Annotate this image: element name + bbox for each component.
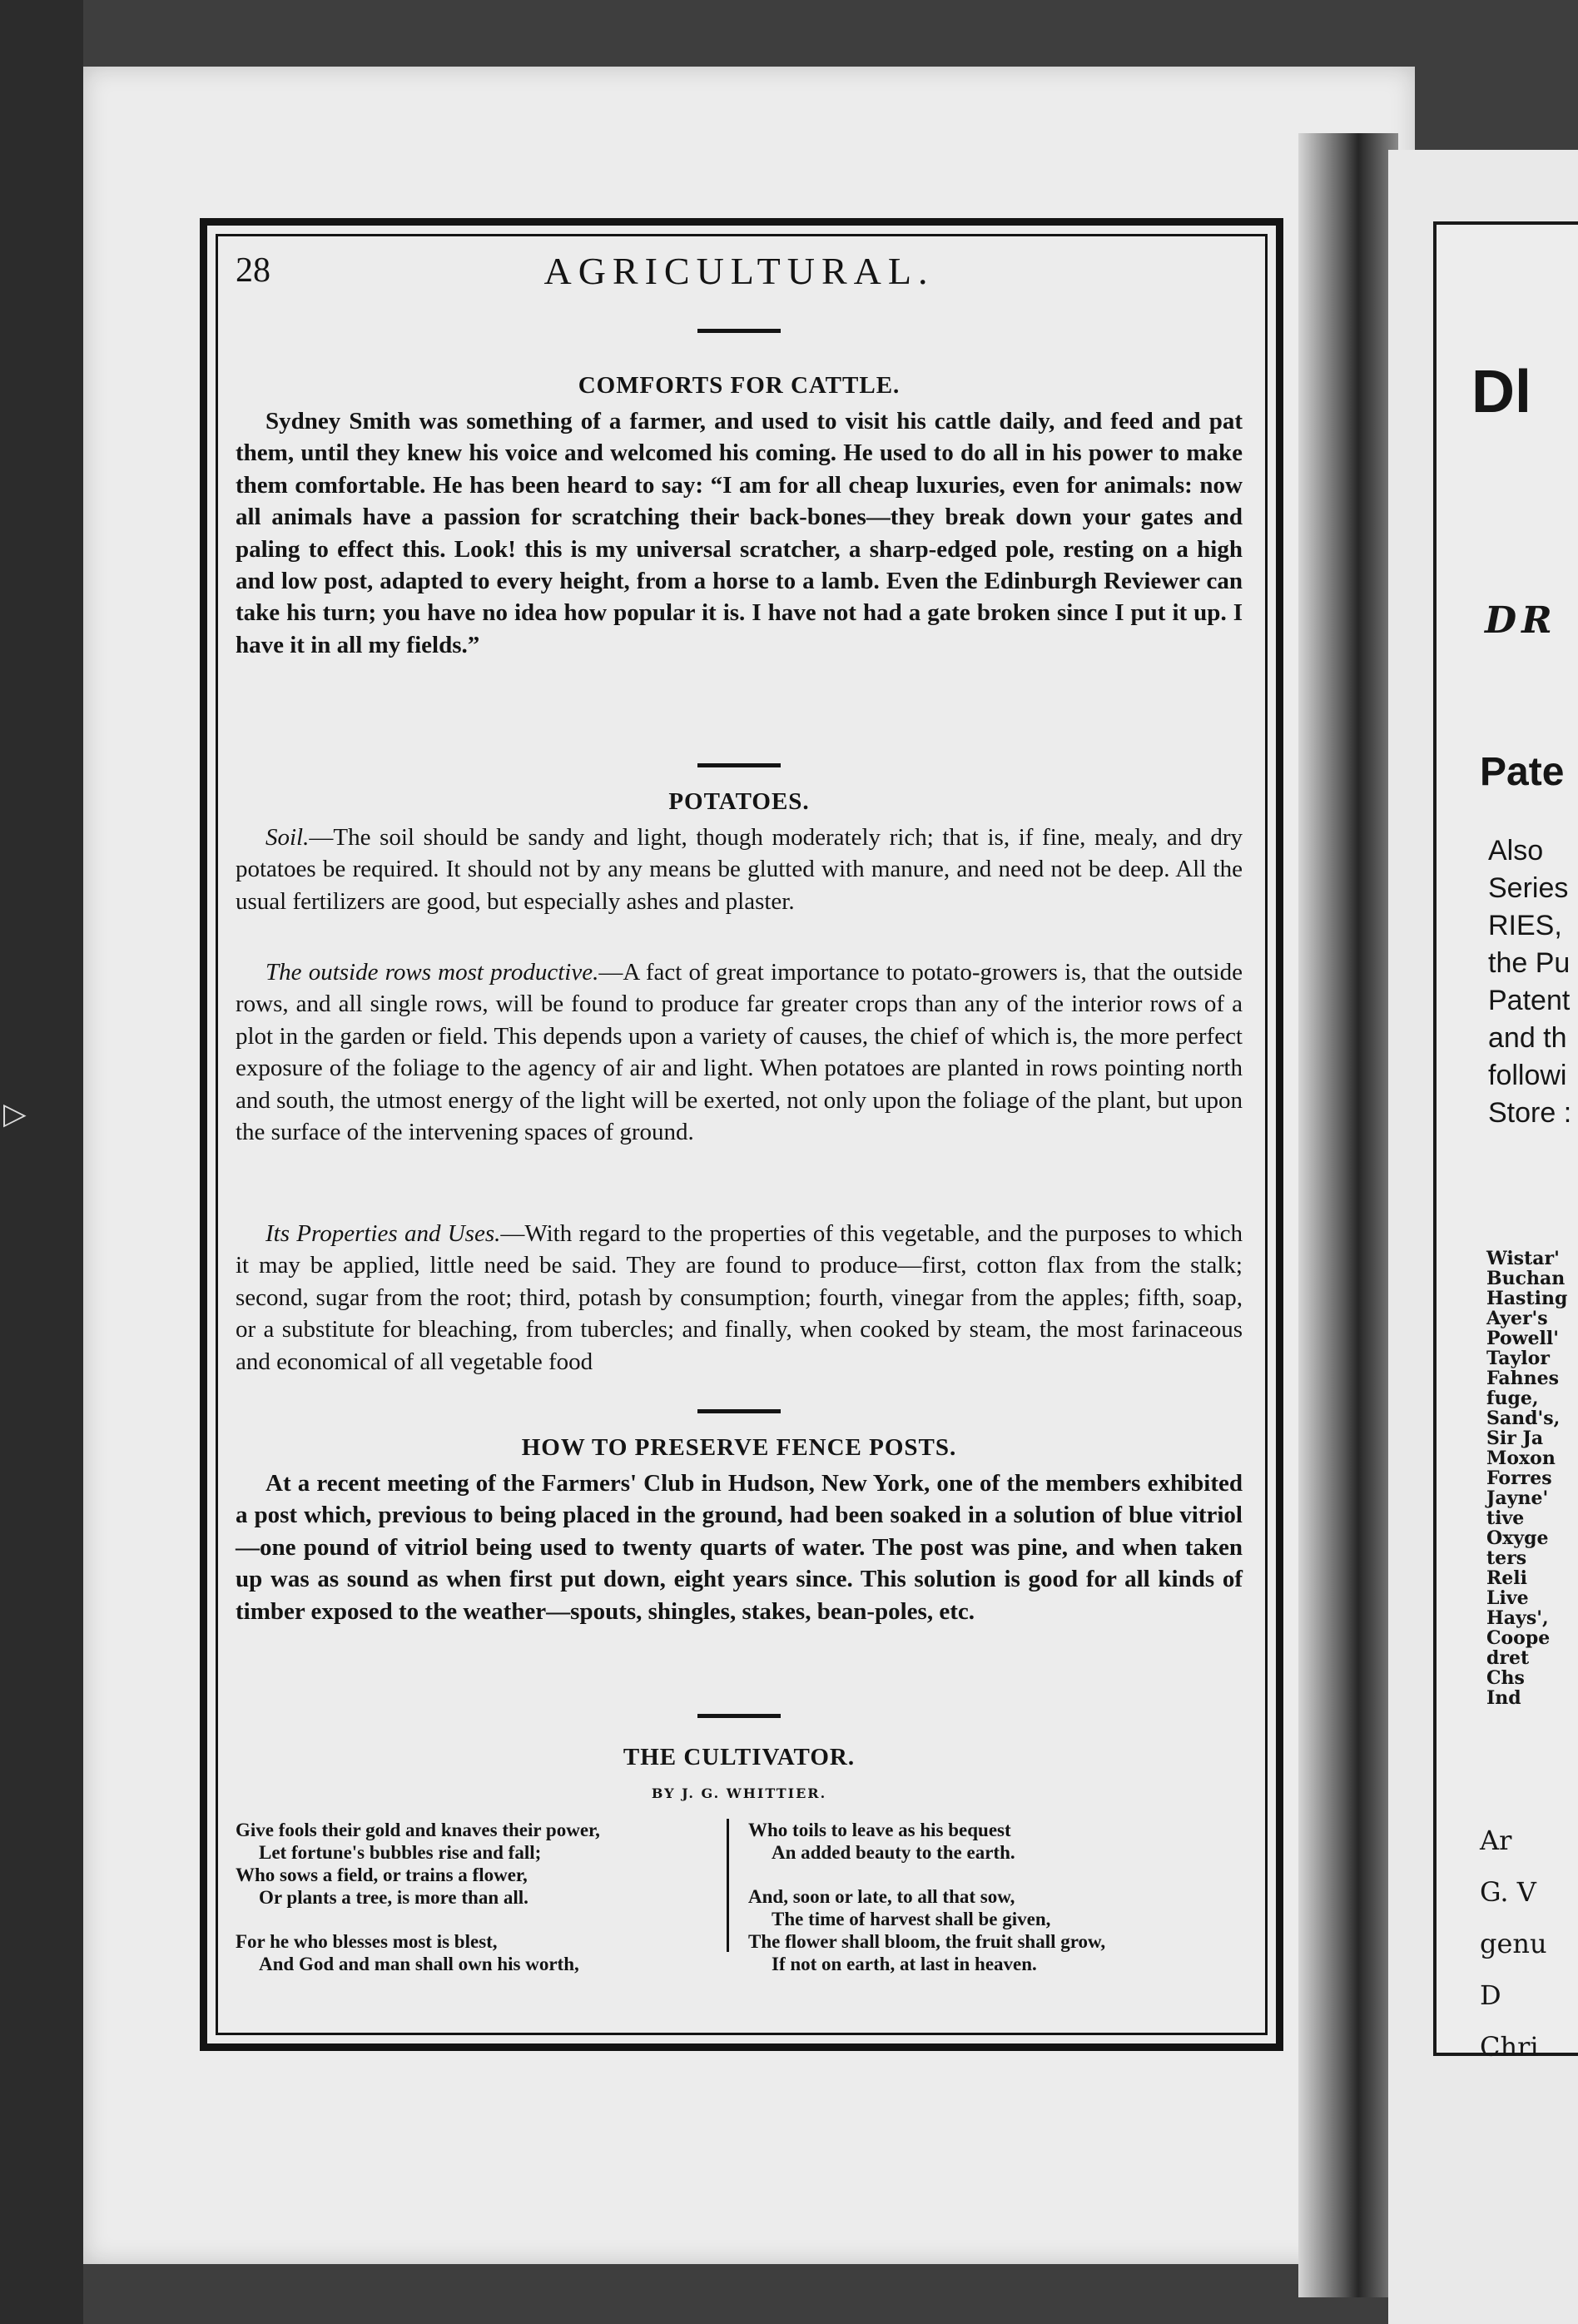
adjacent-list-item: Chs <box>1486 1667 1525 1689</box>
adjacent-list-item: Buchan <box>1486 1268 1566 1289</box>
poem-line: Or plants a tree, is more than all. <box>259 1887 528 1908</box>
adjacent-page-italic: DR <box>1485 599 1557 642</box>
page-number: 28 <box>236 251 270 290</box>
adjacent-list-item: tive <box>1486 1507 1525 1529</box>
adjacent-list-item: Sir Ja <box>1486 1428 1544 1449</box>
heading-fence-posts: HOW TO PRESERVE FENCE POSTS. <box>521 1434 957 1461</box>
poem-line: Who sows a field, or trains a flower, <box>236 1865 528 1885</box>
book-gutter <box>1298 133 1398 2297</box>
adjacent-list-item: Reli <box>1486 1567 1527 1589</box>
poem-line: And God and man shall own his worth, <box>259 1954 579 1974</box>
adjacent-list-item: dret <box>1486 1647 1530 1669</box>
page-border <box>200 218 1283 2051</box>
paragraph-rows <box>236 956 1243 1148</box>
adjacent-list-item: Live <box>1486 1587 1529 1609</box>
adjacent-list-item: Fahnes <box>1486 1368 1560 1389</box>
text-rows: —A fact of great importance to potato-growers is, that the outside rows, and all single rows, will be found to produce far greater crops than any of the interior rows of a plot in the garden or field. This depends upon a variety of causes, the chief of which is, the more perfect exposure of the foliage to the agency of air and light. When potatoes are planted in rows pointing north and south, the utmost energy of the light will be exerted, not only upon the foliage of the plant, but upon the surface of the intervening spaces of ground. <box>236 959 1243 1146</box>
adjacent-page-list <box>1486 1249 1567 1708</box>
byline: BY J. G. WHITTIER. <box>651 1785 827 1801</box>
poem-line: If not on earth, at last in heaven. <box>772 1954 1037 1974</box>
adjacent-list-item: Powell' <box>1486 1328 1560 1349</box>
heading-potatoes: POTATOES. <box>668 788 810 815</box>
adjacent-page-heading: Pate <box>1480 750 1565 794</box>
paragraph-fence-posts: At a recent meeting of the Farmers' Club in Hudson, New York, one of the members exhibited a post which, previous to being placed in the ground, had been soaked in a solution of blue vitriol—one pound of vitriol being used to twenty quarts of water. The post was pine, and when taken up was as sound as when first put down, eight years since. This solution is good for all kinds of timber exposed to the weather—spouts, shingles, stakes, bean-poles, etc. <box>236 1470 1243 1625</box>
scan-background-left <box>0 0 83 2324</box>
heading-cultivator: THE CULTIVATOR. <box>623 1744 856 1770</box>
poem-line: The time of harvest shall be given, <box>772 1909 1051 1929</box>
lead-uses: Its Properties and Uses. <box>265 1220 501 1247</box>
lead-soil: Soil. <box>265 824 310 851</box>
adjacent-list-item: Jayne' <box>1486 1487 1549 1509</box>
adjacent-list-item: fuge, <box>1486 1388 1539 1409</box>
adjacent-list-item: Hays', <box>1486 1607 1549 1629</box>
poem-line: For he who blesses most is blest, <box>236 1931 498 1952</box>
adjacent-list-item: Taylor <box>1486 1348 1550 1369</box>
adjacent-list-item: Hasting <box>1486 1288 1568 1309</box>
divider-rule <box>697 1714 781 1718</box>
lead-rows: The outside rows most productive. <box>265 959 599 986</box>
margin-arrow-icon: ▷ <box>3 1097 27 1131</box>
adjacent-list-item: Forres <box>1486 1467 1552 1489</box>
adjacent-list-item: Ind <box>1486 1687 1521 1709</box>
poem-line: And, soon or late, to all that sow, <box>748 1886 1015 1907</box>
adjacent-page-bottom: Ar G. V genu D Chri <box>1480 1825 1547 2063</box>
adjacent-page-paragraph: Also Series RIES, the Pu Patent and th followi Store : <box>1488 835 1572 1129</box>
poem-column-divider <box>727 1819 729 1952</box>
adjacent-list-item: Wistar' <box>1486 1248 1560 1269</box>
text-soil: —The soil should be sandy and light, though moderately rich; that is, if fine, mealy, and dry potatoes be required. It should not by any means be glutted with manure, and need not be deep. All the usual fertilizers are good, but especially ashes and plaster. <box>236 824 1243 915</box>
poem-line: Who toils to leave as his bequest <box>748 1820 1011 1840</box>
paragraph-comforts: Sydney Smith was something of a farmer, and used to visit his cattle daily, and feed and pat them, until they knew his voice and welcomed his coming. He used to do all in his power to make them comfortable. He has been heard to say: “I am for all cheap luxuries, even for animals: now all animals have a passion for scratching their back-bones—they break down your gates and paling to effect this. Look! this is my universal scratcher, a sharp-edged pole, resting on a high and low post, adapted to every height, from a horse to a lamb. Even the Edinburgh Reviewer can take his turn; you have no idea how popular it is. I have not had a gate broken since I put it up. I have it in all my fields.” <box>236 408 1243 658</box>
poem-right-column <box>748 1819 1105 1975</box>
poem-line: Give fools their gold and knaves their power, <box>236 1820 600 1840</box>
heading-comforts: COMFORTS FOR CATTLE. <box>578 372 901 399</box>
poem-left-column <box>236 1819 600 1975</box>
divider-rule <box>697 329 781 333</box>
divider-rule <box>697 1409 781 1413</box>
book-page-right <box>1388 150 1578 2324</box>
adjacent-list-item: Oxyge <box>1486 1527 1549 1549</box>
adjacent-list-item: ters <box>1486 1547 1527 1569</box>
paragraph-soil <box>236 822 1243 917</box>
adjacent-page-big-letters: Dl <box>1471 359 1531 425</box>
running-head: AGRICULTURAL. <box>543 250 935 292</box>
text-uses: —With regard to the properties of this vegetable, and the purposes to which it may be applied, little need be said. They are found to produce—first, cotton flax from the stalk; second, sugar from the root; third, potash by consumption; fourth, vinegar from the apples; fifth, soap, or a substitute for bleaching, from tubercles; and finally, when cooked by steam, the most farinaceous and economical of all vegetable food <box>236 1220 1243 1375</box>
adjacent-list-item: Sand's, <box>1486 1408 1561 1429</box>
adjacent-list-item: Ayer's <box>1486 1308 1548 1329</box>
paragraph-uses <box>236 1218 1243 1378</box>
poem-line: An added beauty to the earth. <box>772 1842 1015 1863</box>
adjacent-list-item: Coope <box>1486 1627 1551 1649</box>
poem-line: Let fortune's bubbles rise and fall; <box>259 1842 542 1863</box>
adjacent-list-item: Moxon <box>1486 1448 1556 1469</box>
poem-line: The flower shall bloom, the fruit shall grow, <box>748 1931 1106 1952</box>
divider-rule <box>697 763 781 767</box>
adjacent-page-frame <box>1433 221 1578 2056</box>
